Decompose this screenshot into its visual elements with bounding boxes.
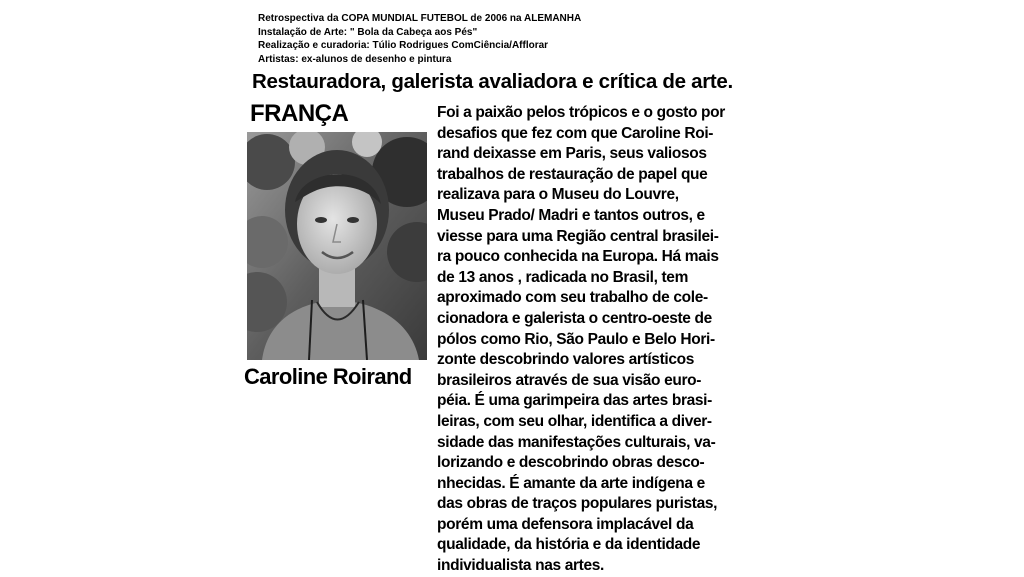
body-line: trabalhos de restauração de papel que: [437, 165, 708, 183]
body-line: péia. É uma garimpeira das artes brasi-: [437, 392, 712, 410]
body-line: sidade das manifestações culturais, va-: [437, 433, 716, 451]
body-line: lorizando e descobrindo obras desco-: [437, 454, 705, 472]
body-line: Museu Prado/ Madri e tantos outros, e: [437, 206, 705, 224]
header-line-installation: Instalação de Arte: " Bola da Cabeça aos Pés": [258, 26, 478, 38]
country-label: FRANÇA: [250, 100, 349, 127]
body-line: pólos como Rio, São Paulo e Belo Hori-: [437, 330, 715, 348]
body-line: qualidade, da história e da identidade: [437, 536, 701, 554]
body-line: viesse para uma Região central brasilei-: [437, 227, 719, 245]
body-line: cionadora e galerista o centro-oeste de: [437, 309, 712, 327]
body-line: Foi a paixão pelos trópicos e o gosto por: [437, 104, 725, 121]
body-line: individualista nas artes.: [437, 557, 604, 575]
body-line: nhecidas. É amante da arte indígena e: [437, 474, 705, 492]
body-line: brasileiros através de sua visão euro-: [437, 371, 702, 389]
body-line: porém uma defensora implacável da: [437, 515, 694, 533]
biography-text: [437, 103, 725, 577]
body-line: realizava para o Museu do Louvre,: [437, 186, 679, 204]
header-line-artists: Artistas: ex-alunos de desenho e pintura: [258, 53, 452, 65]
header-line-curation: Realização e curadoria: Túlio Rodrigues ComCiência/Afflorar: [258, 40, 549, 51]
person-name: Caroline Roirand: [244, 364, 412, 389]
body-line: aproximado com seu trabalho de cole-: [437, 289, 708, 307]
body-line: ra pouco conhecida na Europa. Há mais: [437, 248, 719, 266]
body-line: rand deixasse em Paris, seus valiosos: [437, 145, 707, 163]
body-line: das obras de traços populares puristas,: [437, 495, 718, 513]
event-header: [258, 12, 581, 66]
header-line-event: Retrospectiva da COPA MUNDIAL FUTEBOL de 2006 na ALEMANHA: [258, 13, 582, 24]
portrait-photo: [247, 132, 427, 360]
body-line: leiras, com seu olhar, identifica a diver-: [437, 412, 712, 430]
body-line: zonte descobrindo valores artísticos: [437, 351, 695, 369]
body-line: desafios que fez com que Caroline Roi-: [437, 124, 714, 142]
headline: Restauradora, galerista avaliadora e crítica de arte.: [252, 70, 733, 93]
body-line: de 13 anos , radicada no Brasil, tem: [437, 268, 688, 286]
